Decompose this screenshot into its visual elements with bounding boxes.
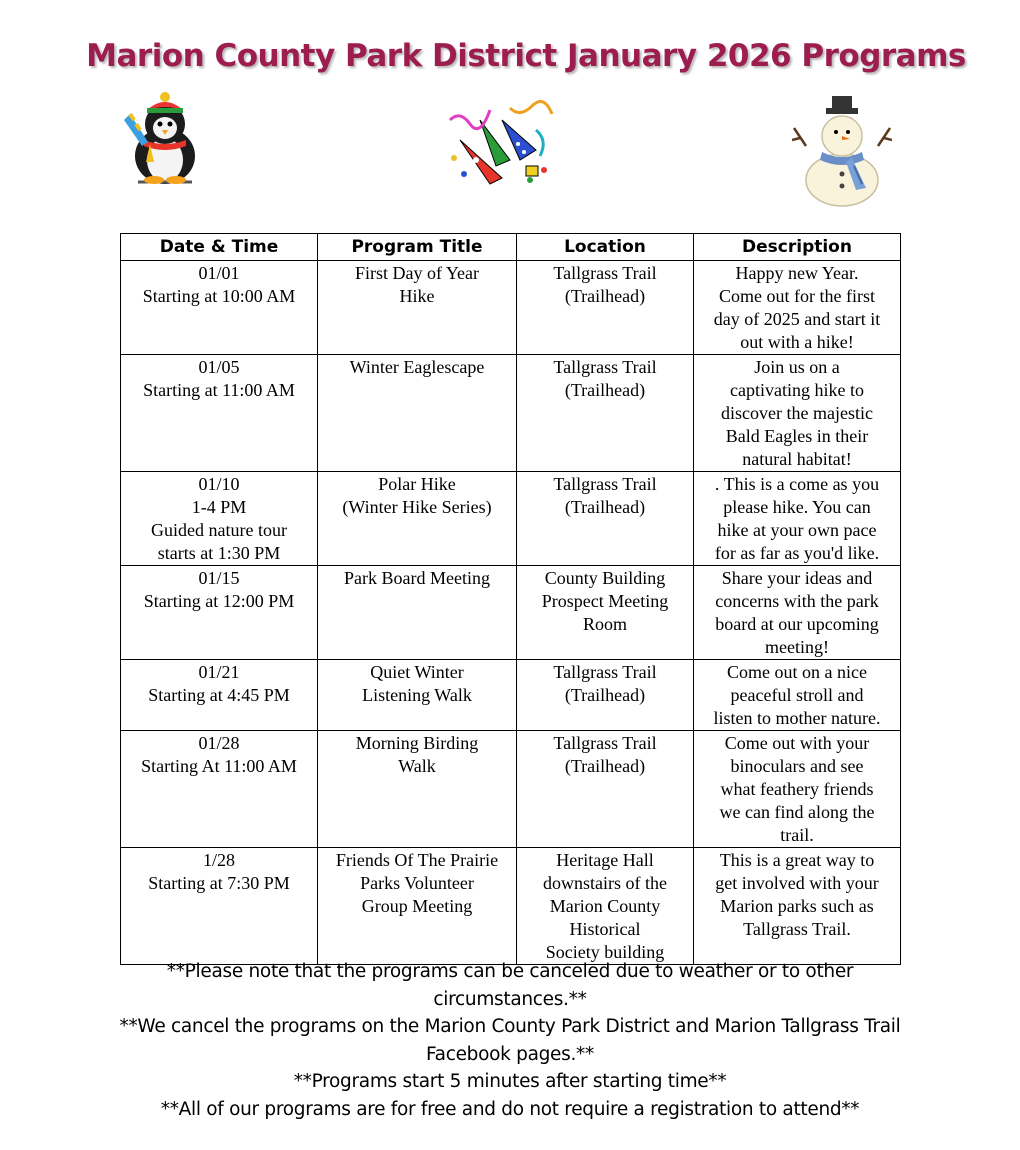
note-free: **All of our programs are for free and do not require a registration to attend** [160, 1098, 860, 1120]
cell-line: for as far as you'd like. [714, 543, 880, 563]
cell-line: 01/05 [198, 357, 240, 377]
cell-line: Come out on a nice [727, 662, 867, 682]
cell-line: (Trailhead) [564, 380, 646, 400]
header-date-time: Date & Time [121, 234, 318, 261]
cell-description [694, 355, 901, 472]
cell-location [517, 848, 694, 965]
cell-line: hike at your own pace [717, 520, 877, 540]
cell-line: out with a hike! [740, 332, 854, 352]
cell-line: Guided nature tour [151, 520, 287, 540]
note-weather: **Please note that the programs can be canceled due to weather or to other circumstances.** [166, 961, 854, 1010]
cell-line: 1-4 PM [191, 497, 247, 517]
cell-line: 1/28 [202, 850, 235, 870]
cell-program-title [318, 472, 517, 566]
cell-line: Group Meeting [361, 896, 473, 916]
note-start-time: **Programs start 5 minutes after starting time** [293, 1071, 727, 1092]
header-location: Location [517, 234, 694, 261]
cell-line: Tallgrass Trail [553, 357, 657, 377]
cell-line: Starting At 11:00 AM [141, 756, 297, 776]
cell-line: This is a great way to [719, 850, 875, 870]
cell-line: Heritage Hall [556, 850, 654, 870]
penguin-clipart [120, 92, 210, 190]
table-row [121, 660, 901, 731]
cell-date-time [121, 848, 318, 965]
page-title: Marion County Park District January 2026 Programs [86, 38, 966, 74]
cell-line: County Building [544, 568, 666, 588]
table-row [121, 848, 901, 965]
cell-date-time [121, 261, 318, 355]
table-row [121, 566, 901, 660]
cell-line: binoculars and see [730, 756, 864, 776]
cell-location [517, 660, 694, 731]
cell-line: (Trailhead) [564, 286, 646, 306]
cell-description [694, 261, 901, 355]
cell-line: Starting at 4:45 PM [148, 685, 290, 705]
cell-description [694, 731, 901, 848]
cell-line: concerns with the park [715, 591, 879, 611]
cell-line: Starting at 7:30 PM [148, 873, 290, 893]
cell-program-title [318, 355, 517, 472]
cell-line: Quiet Winter [370, 662, 464, 682]
cell-line: listen to mother nature. [713, 708, 881, 728]
note-facebook: **We cancel the programs on the Marion County Park District and Marion Tallgrass Trail Facebook pages.** [119, 1016, 901, 1065]
cell-line: Starting at 10:00 AM [142, 286, 296, 306]
cell-date-time [121, 566, 318, 660]
cell-line: First Day of Year [355, 263, 479, 283]
cell-line: Tallgrass Trail [553, 662, 657, 682]
cell-program-title [318, 731, 517, 848]
cell-line: . This is a come as you [714, 474, 880, 494]
cell-line: Tallgrass Trail [553, 733, 657, 753]
header-description: Description [694, 234, 901, 261]
cell-date-time [121, 355, 318, 472]
table-row [121, 355, 901, 472]
cell-line: Share your ideas and [721, 568, 873, 588]
cell-line: Park Board Meeting [344, 568, 490, 588]
cell-line: Come out with your [724, 733, 870, 753]
cell-program-title [318, 848, 517, 965]
cell-line: Prospect Meeting [541, 591, 669, 611]
header-program-title: Program Title [318, 234, 517, 261]
cell-description [694, 472, 901, 566]
snowman-clipart [792, 96, 892, 208]
cell-line: (Trailhead) [564, 756, 646, 776]
table-header-row [121, 234, 901, 261]
cell-date-time [121, 731, 318, 848]
cell-line: (Trailhead) [564, 497, 646, 517]
cell-line: (Trailhead) [564, 685, 646, 705]
cell-line: discover the majestic [721, 403, 873, 423]
cell-line: Starting at 12:00 PM [143, 591, 295, 611]
cell-description [694, 566, 901, 660]
cell-location [517, 566, 694, 660]
cell-line: Come out for the first [719, 286, 875, 306]
cell-line: Marion parks such as [720, 896, 874, 916]
cell-line: get involved with your [715, 873, 879, 893]
cell-line: Starting at 11:00 AM [143, 380, 295, 400]
cell-program-title [318, 261, 517, 355]
cell-line: Society building [545, 942, 665, 962]
cell-line: starts at 1:30 PM [157, 543, 281, 563]
cell-line: Tallgrass Trail [553, 474, 657, 494]
cell-line: please hike. You can [723, 497, 871, 517]
cell-line: 01/10 [198, 474, 240, 494]
cell-line: natural habitat! [742, 449, 852, 469]
cell-description [694, 848, 901, 965]
cell-date-time [121, 472, 318, 566]
cell-line: 01/01 [198, 263, 240, 283]
cell-location [517, 261, 694, 355]
cell-line: board at our upcoming [715, 614, 879, 634]
notes [110, 958, 910, 1123]
cell-line: Morning Birding [355, 733, 479, 753]
cell-location [517, 355, 694, 472]
cell-line: 01/28 [198, 733, 240, 753]
cell-location [517, 731, 694, 848]
table-row [121, 472, 901, 566]
cell-line: peaceful stroll and [730, 685, 864, 705]
cell-line: 01/21 [198, 662, 240, 682]
party-horns-clipart [440, 100, 560, 190]
cell-line: downstairs of the [543, 873, 667, 893]
cell-line: Tallgrass Trail. [743, 919, 851, 939]
cell-line: Friends Of The Prairie [335, 850, 499, 870]
cell-program-title [318, 566, 517, 660]
cell-line: Parks Volunteer [360, 873, 474, 893]
cell-location [517, 472, 694, 566]
table-row [121, 261, 901, 355]
cell-line: trail. [780, 825, 814, 845]
cell-date-time [121, 660, 318, 731]
cell-line: we can find along the [719, 802, 875, 822]
cell-line: (Winter Hike Series) [342, 497, 492, 517]
cell-line: Hike [399, 286, 435, 306]
programs-table [120, 233, 901, 965]
cell-line: 01/15 [198, 568, 240, 588]
cell-line: meeting! [765, 637, 829, 657]
cell-line: Tallgrass Trail [553, 263, 657, 283]
cell-line: Winter Eaglescape [349, 357, 485, 377]
cell-line: captivating hike to [730, 380, 864, 400]
table-row [121, 731, 901, 848]
cell-line: day of 2025 and start it [713, 309, 881, 329]
cell-line: Room [582, 614, 627, 634]
cell-line: Join us on a [754, 357, 840, 377]
cell-line: Walk [398, 756, 436, 776]
cell-line: Happy new Year. [735, 263, 859, 283]
cell-program-title [318, 660, 517, 731]
cell-line: Marion County [549, 896, 661, 916]
cell-description [694, 660, 901, 731]
cell-line: Polar Hike [378, 474, 456, 494]
cell-line: Bald Eagles in their [725, 426, 869, 446]
cell-line: what feathery friends [720, 779, 874, 799]
cell-line: Historical [569, 919, 641, 939]
cell-line: Listening Walk [362, 685, 472, 705]
